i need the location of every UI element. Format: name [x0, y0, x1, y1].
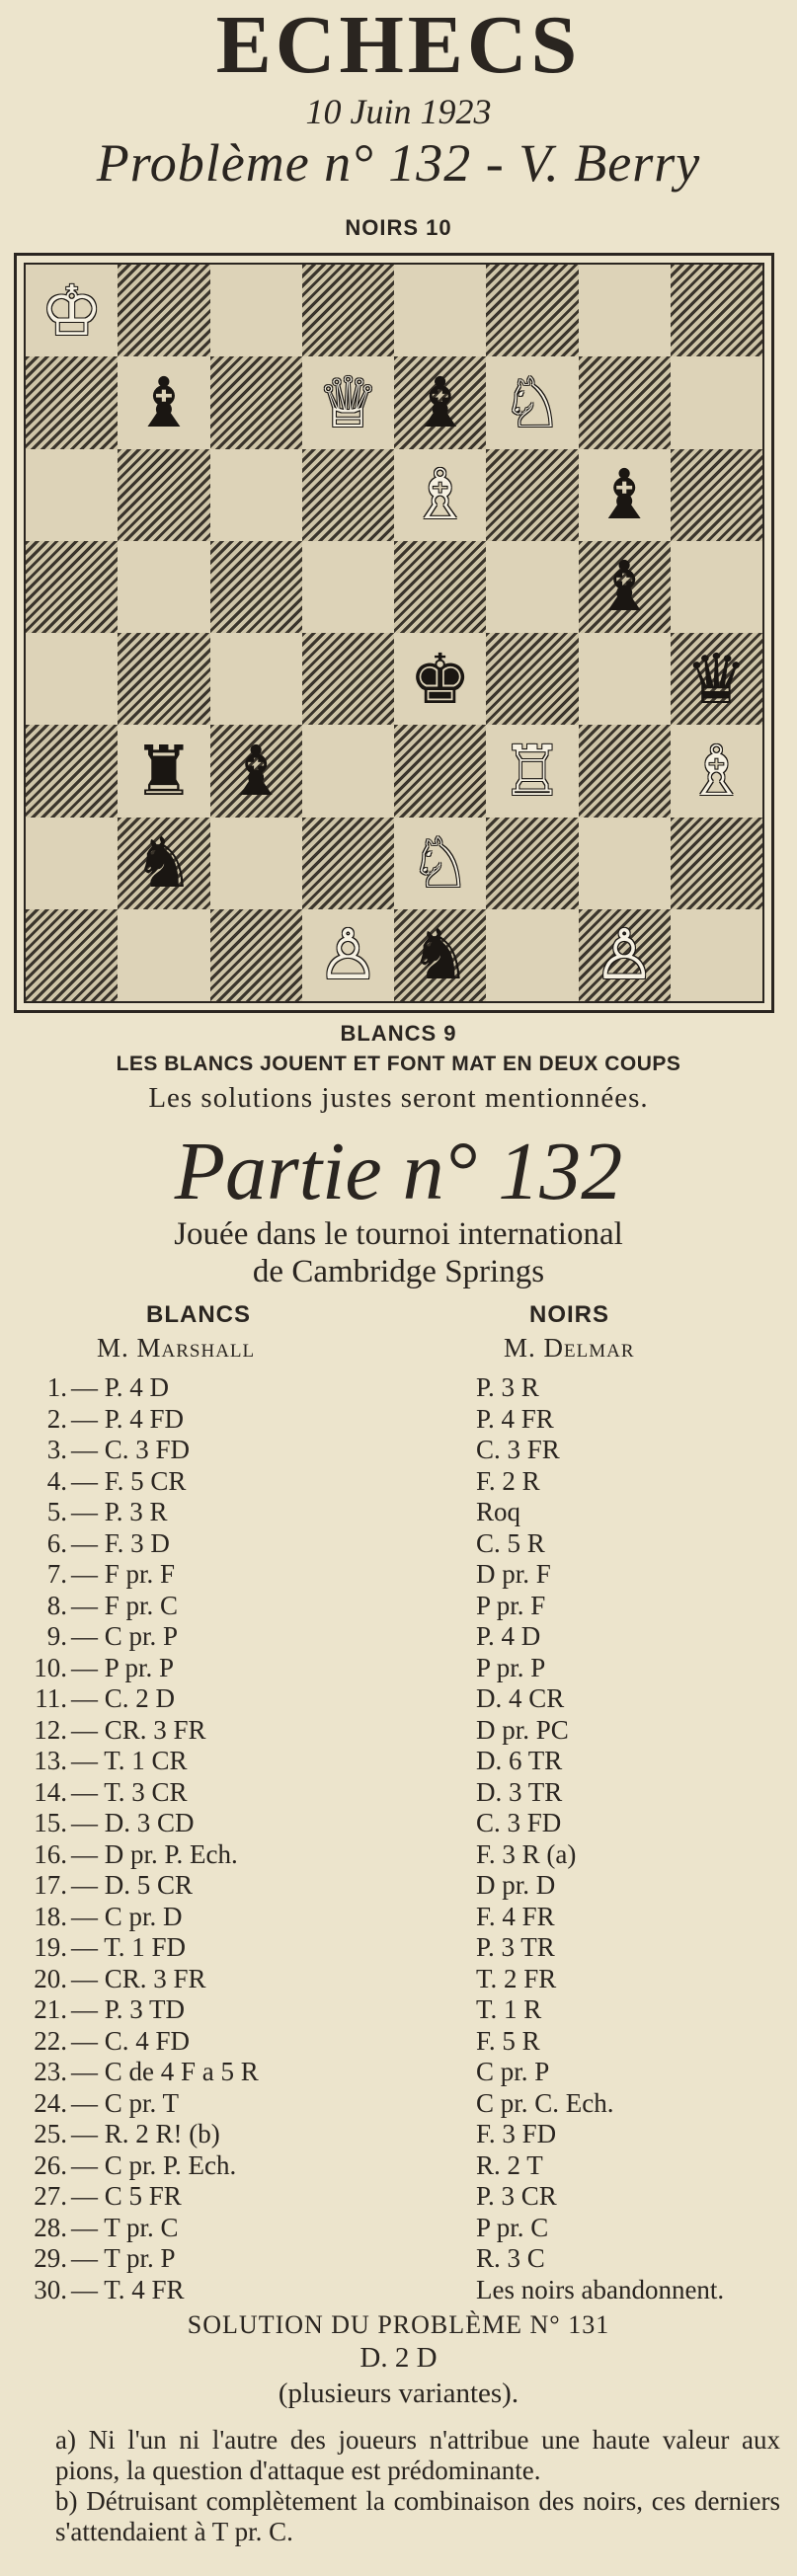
move-row	[18, 2181, 788, 2213]
move-number: 25.	[34, 2119, 67, 2149]
black-move: P. 4 FR	[476, 1403, 554, 1434]
move-number: 7.	[46, 1559, 67, 1590]
move-row	[18, 1372, 788, 1404]
board-square	[26, 725, 118, 817]
black-move: R. 3 C	[476, 2243, 545, 2274]
board-square	[579, 818, 671, 909]
chess-diagram	[14, 253, 774, 1013]
move-row	[18, 1497, 788, 1528]
black-bishop-icon: ♝	[132, 361, 196, 443]
move-number: 6.	[46, 1527, 67, 1558]
board-square	[118, 265, 209, 356]
move-row	[18, 1994, 788, 2026]
move-row	[18, 1466, 788, 1498]
board-square	[118, 633, 209, 725]
board-square	[26, 818, 118, 909]
black-move: C pr. C. Ech.	[476, 2087, 614, 2118]
black-move: F. 3 FD	[476, 2119, 557, 2149]
move-row	[18, 1870, 788, 1902]
board-square	[302, 449, 394, 541]
white-move: — P. 3 R	[71, 1497, 168, 1527]
black-column-header: NOIRS	[529, 1301, 610, 1328]
move-number: 23.	[34, 2057, 67, 2087]
move-row	[18, 1839, 788, 1871]
white-move: — D. 5 CR	[71, 1870, 194, 1901]
move-number: 17.	[34, 1870, 67, 1901]
black-move: D. 4 CR	[476, 1683, 565, 1714]
black-move: P. 3 CR	[476, 2181, 557, 2212]
board-square	[26, 449, 118, 541]
white-move: — P. 4 D	[71, 1372, 170, 1403]
board-square	[118, 449, 209, 541]
move-number: 15.	[34, 1808, 67, 1838]
black-move: C pr. P	[476, 2057, 550, 2087]
board-square	[26, 909, 118, 1001]
board-square	[210, 725, 302, 817]
white-move: — P. 3 TD	[71, 1994, 186, 2025]
move-number: 27.	[34, 2181, 67, 2212]
move-row	[18, 2057, 788, 2088]
board-square	[210, 818, 302, 909]
black-move: D pr. D	[476, 1870, 556, 1901]
board-square	[26, 265, 118, 356]
move-number: 22.	[34, 2025, 67, 2056]
board-square	[394, 633, 486, 725]
black-move: F. 4 FR	[476, 1901, 555, 1931]
black-move: T. 1 R	[476, 1994, 542, 2025]
black-move: C. 5 R	[476, 1527, 545, 1558]
board-square	[579, 356, 671, 448]
board-square	[394, 541, 486, 633]
board-square	[302, 633, 394, 725]
board-square	[394, 725, 486, 817]
white-move: — P. 4 FD	[71, 1403, 185, 1434]
move-number: 13.	[34, 1746, 67, 1776]
move-number: 30.	[34, 2274, 67, 2304]
board-square	[118, 725, 209, 817]
black-bishop-icon: ♝	[409, 361, 471, 443]
board-square	[210, 909, 302, 1001]
move-row	[18, 2213, 788, 2244]
black-bishop-icon: ♝	[593, 454, 656, 536]
move-number: 28.	[34, 2212, 67, 2242]
black-player: M. Delmar	[504, 1333, 635, 1363]
board-square	[118, 909, 209, 1001]
white-bishop-icon: ♗	[409, 454, 471, 536]
white-count-label: BLANCS 9	[340, 1021, 457, 1046]
note-a: a) Ni l'un ni l'autre des joueurs n'attribue une haute valeur aux pions, la question d'attaque est prédominante.	[55, 2425, 780, 2485]
black-move: P. 3 R	[476, 1372, 539, 1403]
move-number: 5.	[46, 1497, 67, 1527]
board-square	[394, 356, 486, 448]
move-row	[18, 1902, 788, 1933]
solution-heading: SOLUTION DU PROBLÈME N° 131	[187, 2310, 610, 2339]
board-square	[210, 541, 302, 633]
board-square	[579, 541, 671, 633]
board-square	[486, 818, 578, 909]
board-square	[671, 449, 762, 541]
white-move: — T. 1 CR	[71, 1746, 188, 1776]
move-number: 16.	[34, 1838, 67, 1869]
move-number: 29.	[34, 2243, 67, 2274]
move-number: 18.	[34, 1901, 67, 1931]
black-rook-icon: ♜	[132, 730, 196, 812]
black-move: P pr. C	[476, 2212, 549, 2242]
white-move: — R. 2 R! (b)	[71, 2119, 220, 2149]
move-row	[18, 2275, 788, 2306]
move-row	[18, 1715, 788, 1747]
board-square	[302, 818, 394, 909]
white-move: — C pr. D	[71, 1901, 183, 1931]
black-move: D. 6 TR	[476, 1746, 563, 1776]
black-move: C. 3 FR	[476, 1435, 560, 1465]
move-row	[18, 1964, 788, 1995]
board-square	[26, 356, 118, 448]
board-square	[486, 265, 578, 356]
board-square	[302, 356, 394, 448]
black-move: F. 3 R (a)	[476, 1838, 577, 1869]
board-square	[671, 633, 762, 725]
white-move: — D. 3 CD	[71, 1808, 195, 1838]
board-square	[671, 356, 762, 448]
white-move: — C pr. P. Ech.	[71, 2149, 237, 2180]
white-move: — C 5 FR	[71, 2181, 182, 2212]
move-number: 14.	[34, 1776, 67, 1807]
board-square	[26, 633, 118, 725]
black-move: P. 4 D	[476, 1621, 541, 1652]
board-square	[579, 633, 671, 725]
board-square	[210, 633, 302, 725]
solution-move: D. 2 D	[359, 2342, 438, 2374]
move-row	[18, 1404, 788, 1436]
move-row	[18, 1653, 788, 1684]
white-rook-icon: ♖	[501, 730, 564, 812]
board-square	[486, 725, 578, 817]
board-square	[486, 541, 578, 633]
move-number: 1.	[46, 1372, 67, 1403]
board-square	[671, 265, 762, 356]
white-jester-icon: ♙	[593, 914, 656, 996]
board-square	[302, 265, 394, 356]
move-row	[18, 2088, 788, 2120]
move-row	[18, 1932, 788, 1964]
move-row	[18, 2150, 788, 2182]
move-row	[18, 1746, 788, 1777]
move-number: 10.	[34, 1652, 67, 1682]
board-square	[579, 909, 671, 1001]
board-square	[486, 449, 578, 541]
white-move: — T pr. P	[71, 2243, 176, 2274]
move-row	[18, 1591, 788, 1622]
board-square	[486, 909, 578, 1001]
white-move: — C pr. T	[71, 2087, 180, 2118]
white-move: — C. 4 FD	[71, 2025, 191, 2056]
issue-date: 10 Juin 1923	[305, 92, 492, 131]
black-move: F. 5 R	[476, 2025, 540, 2056]
move-number: 4.	[46, 1465, 67, 1496]
white-knight-icon: ♘	[409, 822, 471, 904]
black-bishop-icon: ♝	[224, 730, 287, 812]
solution-variants: (plusieurs variantes).	[278, 2378, 519, 2409]
board-square	[394, 909, 486, 1001]
black-move: Roq	[476, 1497, 521, 1527]
board-square	[210, 265, 302, 356]
white-move: — C. 2 D	[71, 1683, 176, 1714]
black-knight-icon: ♞	[132, 822, 196, 904]
white-knight-icon: ♘	[501, 361, 564, 443]
black-queen-icon: ♛	[684, 638, 748, 720]
move-number: 8.	[46, 1590, 67, 1620]
problem-title: Problème n° 132 - V. Berry	[96, 133, 701, 193]
white-move: — P pr. P	[71, 1652, 175, 1682]
move-row	[18, 1435, 788, 1466]
move-number: 2.	[46, 1403, 67, 1434]
black-move: P pr. P	[476, 1652, 546, 1682]
move-number: 19.	[34, 1932, 67, 1963]
move-number: 3.	[46, 1435, 67, 1465]
move-row	[18, 1559, 788, 1591]
move-number: 9.	[46, 1621, 67, 1652]
white-move: — F pr. F	[71, 1559, 176, 1590]
black-move: D pr. F	[476, 1559, 551, 1590]
move-number: 11.	[35, 1683, 67, 1714]
black-move: R. 2 T	[476, 2149, 543, 2180]
problem-objective: LES BLANCS JOUENT ET FONT MAT EN DEUX COUPS	[116, 1053, 681, 1075]
solutions-note: Les solutions justes seront mentionnées.	[148, 1082, 649, 1114]
white-move: — T pr. C	[71, 2212, 179, 2242]
white-column-header: BLANCS	[146, 1301, 251, 1328]
move-row	[18, 1683, 788, 1715]
board-square	[118, 541, 209, 633]
move-list	[18, 1372, 788, 2305]
black-knight-icon: ♞	[409, 914, 471, 996]
move-number: 26.	[34, 2149, 67, 2180]
board-square	[579, 449, 671, 541]
white-queen-icon: ♕	[316, 361, 379, 443]
annotations	[20, 2425, 780, 2547]
move-row	[18, 2243, 788, 2275]
board-square	[302, 909, 394, 1001]
board-square	[302, 541, 394, 633]
black-move: Les noirs abandonnent.	[476, 2274, 725, 2304]
move-row	[18, 1777, 788, 1809]
chess-board	[24, 263, 764, 1003]
move-row	[18, 1808, 788, 1839]
board-square	[118, 818, 209, 909]
board-square	[579, 725, 671, 817]
move-row	[18, 1528, 788, 1560]
white-move: — F pr. C	[71, 1590, 179, 1620]
white-move: — C. 3 FD	[71, 1435, 191, 1465]
board-square	[394, 449, 486, 541]
white-move: — F. 5 CR	[71, 1465, 187, 1496]
board-square	[210, 449, 302, 541]
black-move: P. 3 TR	[476, 1932, 555, 1963]
white-move: — C de 4 F a 5 R	[71, 2057, 259, 2087]
move-number: 12.	[34, 1714, 67, 1745]
move-row	[18, 2119, 788, 2150]
black-move: T. 2 FR	[476, 1963, 557, 1993]
board-square	[671, 541, 762, 633]
masthead-title: ECHECS	[215, 0, 582, 91]
board-square	[26, 541, 118, 633]
move-number: 21.	[34, 1994, 67, 2025]
black-move: P pr. F	[476, 1590, 546, 1620]
black-move: D pr. PC	[476, 1714, 569, 1745]
game-title: Partie n° 132	[174, 1126, 623, 1217]
black-king-icon: ♚	[409, 638, 471, 720]
board-square	[118, 356, 209, 448]
white-move: — T. 3 CR	[71, 1776, 188, 1807]
board-square	[671, 909, 762, 1001]
game-subtitle-1: Jouée dans le tournoi international	[174, 1216, 623, 1252]
note-b: b) Détruisant complètement la combinaison des noirs, ces derniers s'attendaient à T pr. C.	[55, 2486, 780, 2546]
white-move: — C pr. P	[71, 1621, 179, 1652]
white-king-icon: ♔	[40, 270, 103, 351]
white-jester-icon: ♙	[316, 914, 379, 996]
game-subtitle-2: de Cambridge Springs	[252, 1254, 545, 1289]
black-count-label: NOIRS 10	[345, 215, 452, 240]
board-square	[671, 725, 762, 817]
board-square	[394, 265, 486, 356]
board-square	[394, 818, 486, 909]
black-bishop-icon: ♝	[593, 546, 656, 628]
white-player: M. Marshall	[97, 1333, 256, 1363]
white-move: — F. 3 D	[71, 1527, 170, 1558]
white-move: — D pr. P. Ech.	[71, 1838, 238, 1869]
move-row	[18, 1621, 788, 1653]
move-number: 20.	[34, 1963, 67, 1993]
board-square	[302, 725, 394, 817]
white-bishop-icon: ♗	[684, 730, 748, 812]
board-square	[671, 818, 762, 909]
board-square	[579, 265, 671, 356]
white-move: — CR. 3 FR	[71, 1714, 206, 1745]
move-row	[18, 2026, 788, 2058]
board-square	[210, 356, 302, 448]
board-square	[486, 356, 578, 448]
black-move: D. 3 TR	[476, 1776, 563, 1807]
white-move: — T. 4 FR	[71, 2274, 185, 2304]
white-move: — CR. 3 FR	[71, 1963, 206, 1993]
black-move: C. 3 FD	[476, 1808, 562, 1838]
board-square	[486, 633, 578, 725]
black-move: F. 2 R	[476, 1465, 540, 1496]
move-number: 24.	[34, 2087, 67, 2118]
white-move: — T. 1 FD	[71, 1932, 187, 1963]
